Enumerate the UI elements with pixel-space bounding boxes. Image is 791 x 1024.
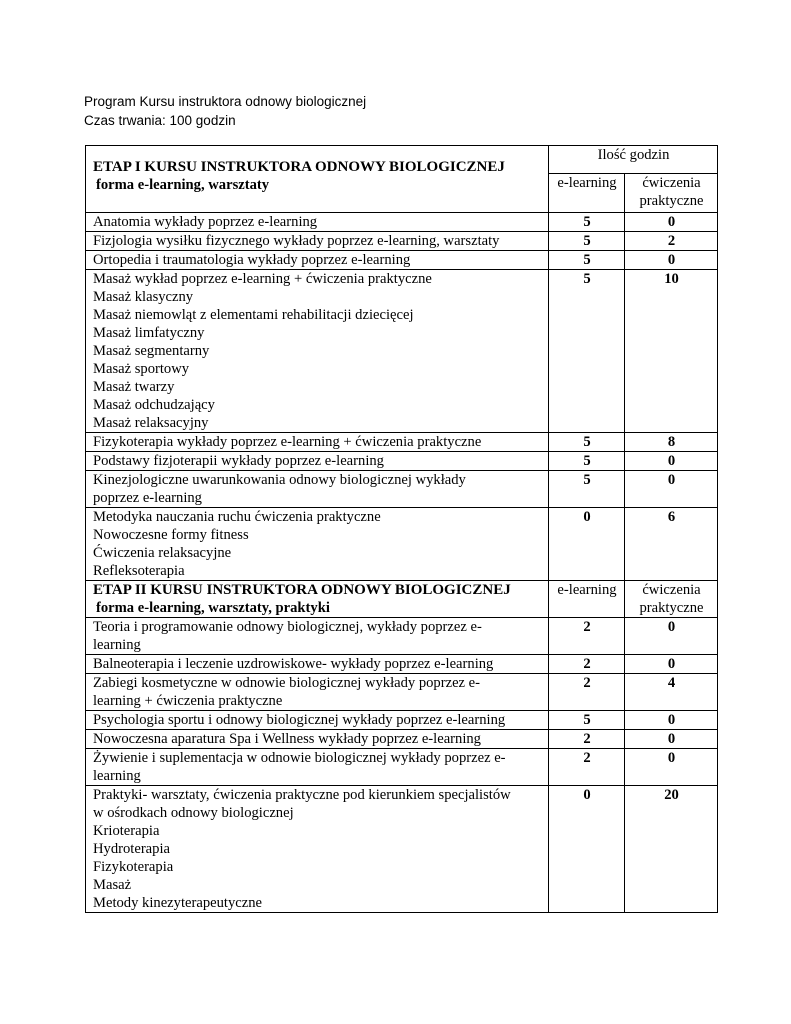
table-row <box>86 508 718 581</box>
row-label-line: Masaż <box>93 877 132 893</box>
row-label-line: Masaż twarzy <box>93 379 175 395</box>
row-label-cell <box>86 232 549 251</box>
table-row <box>86 270 718 433</box>
row-label-line: Masaż sportowy <box>93 361 190 377</box>
table-row <box>86 711 718 730</box>
row-label-line: Masaż relaksacyjny <box>93 415 209 431</box>
row-label-line: Masaż limfatyczny <box>93 325 205 341</box>
table-row <box>86 213 718 232</box>
elearning-hours-cell: 0 <box>549 508 625 581</box>
stage1-title-cell <box>86 146 549 213</box>
row-label-line: Psychologia sportu i odnowy biologicznej wykłady poprzez e-learning <box>93 712 506 728</box>
practice-hours-cell: 0 <box>625 749 718 786</box>
row-label-line: Metodyka nauczania ruchu ćwiczenia praktyczne <box>93 509 381 525</box>
row-label-line: Krioterapia <box>93 823 160 839</box>
row-label-line: w ośrodkach odnowy biologicznej <box>93 805 294 821</box>
row-label-line: Hydroterapia <box>93 841 170 857</box>
row-label-line: Refleksoterapia <box>93 563 185 579</box>
stage1-header-row <box>86 146 718 174</box>
row-label-line: Fizykoterapia wykłady poprzez e-learning + ćwiczenia praktyczne <box>93 434 482 450</box>
col-elearning-header: e-learning <box>549 174 625 213</box>
row-label-cell <box>86 508 549 581</box>
practice-hours-cell: 0 <box>625 251 718 270</box>
elearning-hours-cell: 5 <box>549 711 625 730</box>
table-row <box>86 471 718 508</box>
elearning-hours-cell: 2 <box>549 730 625 749</box>
row-label-line: Teoria i programowanie odnowy biologicznej, wykłady poprzez e- <box>93 619 482 635</box>
table-row <box>86 433 718 452</box>
practice-hours-cell: 6 <box>625 508 718 581</box>
row-label-line: Ortopedia i traumatologia wykłady poprzez e-learning <box>93 252 411 268</box>
row-label-line: Nowoczesna aparatura Spa i Wellness wykłady poprzez e-learning <box>93 731 481 747</box>
stage2-title-cell <box>86 581 549 618</box>
row-label-line: Nowoczesne formy fitness <box>93 527 249 543</box>
row-label-line: Żywienie i suplementacja w odnowie biologicznej wykłady poprzez e- <box>93 750 506 766</box>
practice-hours-cell: 0 <box>625 618 718 655</box>
table-row <box>86 655 718 674</box>
row-label-line: learning <box>93 637 141 653</box>
row-label-line: Anatomia wykłady poprzez e-learning <box>93 214 318 230</box>
practice-hours-cell: 0 <box>625 452 718 471</box>
stage1-title: ETAP I KURSU INSTRUKTORA ODNOWY BIOLOGICZNEJ <box>93 159 505 175</box>
row-label-cell <box>86 618 549 655</box>
table-row <box>86 452 718 471</box>
elearning-hours-cell: 2 <box>549 618 625 655</box>
row-label-line: poprzez e-learning <box>93 490 202 506</box>
practice-hours-cell: 20 <box>625 786 718 913</box>
table-row <box>86 618 718 655</box>
elearning-hours-cell: 0 <box>549 786 625 913</box>
practice-hours-cell: 0 <box>625 711 718 730</box>
table-row <box>86 251 718 270</box>
row-label-line: Masaż segmentarny <box>93 343 210 359</box>
row-label-cell <box>86 730 549 749</box>
practice-hours-cell: 0 <box>625 213 718 232</box>
row-label-cell <box>86 251 549 270</box>
stage2-col-elearning-header: e-learning <box>549 581 625 618</box>
elearning-hours-cell: 2 <box>549 655 625 674</box>
row-label-line: Podstawy fizjoterapii wykłady poprzez e-learning <box>93 453 384 469</box>
elearning-hours-cell: 5 <box>549 270 625 433</box>
document-header <box>84 92 366 130</box>
row-label-line: Kinezjologiczne uwarunkowania odnowy biologicznej wykłady <box>93 472 466 488</box>
row-label-cell <box>86 213 549 232</box>
row-label-line: learning + ćwiczenia praktyczne <box>93 693 283 709</box>
elearning-hours-cell: 5 <box>549 232 625 251</box>
row-label-line: Balneoterapia i leczenie uzdrowiskowe- wykłady poprzez e-learning <box>93 656 494 672</box>
row-label-cell <box>86 452 549 471</box>
row-label-line: Masaż klasyczny <box>93 289 194 305</box>
practice-hours-cell: 4 <box>625 674 718 711</box>
row-label-line: Metody kinezyterapeutyczne <box>93 895 262 911</box>
row-label-cell <box>86 674 549 711</box>
elearning-hours-cell: 5 <box>549 433 625 452</box>
elearning-hours-cell: 2 <box>549 749 625 786</box>
row-label-line: Fizjologia wysiłku fizycznego wykłady poprzez e-learning, warsztaty <box>93 233 500 249</box>
row-label-cell <box>86 711 549 730</box>
col-practice-header: ćwiczenia praktyczne <box>625 174 718 213</box>
hours-header: Ilość godzin <box>549 146 718 174</box>
stage2-header-row <box>86 581 718 618</box>
row-label-line: Zabiegi kosmetyczne w odnowie biologicznej wykłady poprzez e- <box>93 675 481 691</box>
stage2-title: ETAP II KURSU INSTRUKTORA ODNOWY BIOLOGICZNEJ <box>93 582 511 598</box>
program-table <box>85 145 718 913</box>
practice-hours-cell: 8 <box>625 433 718 452</box>
elearning-hours-cell: 5 <box>549 251 625 270</box>
practice-hours-cell: 0 <box>625 730 718 749</box>
practice-hours-cell: 0 <box>625 655 718 674</box>
elearning-hours-cell: 5 <box>549 213 625 232</box>
row-label-line: learning <box>93 768 141 784</box>
row-label-line: Masaż wykład poprzez e-learning + ćwiczenia praktyczne <box>93 271 432 287</box>
stage1-subtitle: forma e-learning, warsztaty <box>96 177 270 193</box>
row-label-line: Praktyki- warsztaty, ćwiczenia praktyczne pod kierunkiem specjalistów <box>93 787 511 803</box>
table-row <box>86 674 718 711</box>
table-row <box>86 786 718 913</box>
row-label-line: Masaż niemowląt z elementami rehabilitacji dziecięcej <box>93 307 414 323</box>
practice-hours-cell: 10 <box>625 270 718 433</box>
table-row <box>86 232 718 251</box>
elearning-hours-cell: 2 <box>549 674 625 711</box>
table-row <box>86 730 718 749</box>
row-label-line: Fizykoterapia <box>93 859 174 875</box>
course-duration: Czas trwania: 100 godzin <box>84 113 236 128</box>
row-label-line: Masaż odchudzający <box>93 397 215 413</box>
row-label-cell <box>86 655 549 674</box>
elearning-hours-cell: 5 <box>549 452 625 471</box>
row-label-line: Ćwiczenia relaksacyjne <box>93 545 232 561</box>
practice-hours-cell: 2 <box>625 232 718 251</box>
row-label-cell <box>86 270 549 433</box>
practice-hours-cell: 0 <box>625 471 718 508</box>
row-label-cell <box>86 749 549 786</box>
table-row <box>86 749 718 786</box>
row-label-cell <box>86 471 549 508</box>
elearning-hours-cell: 5 <box>549 471 625 508</box>
stage2-col-practice-header: ćwiczenia praktyczne <box>625 581 718 618</box>
course-title: Program Kursu instruktora odnowy biologicznej <box>84 94 367 109</box>
row-label-cell <box>86 786 549 913</box>
stage2-subtitle: forma e-learning, warsztaty, praktyki <box>96 600 330 616</box>
row-label-cell <box>86 433 549 452</box>
